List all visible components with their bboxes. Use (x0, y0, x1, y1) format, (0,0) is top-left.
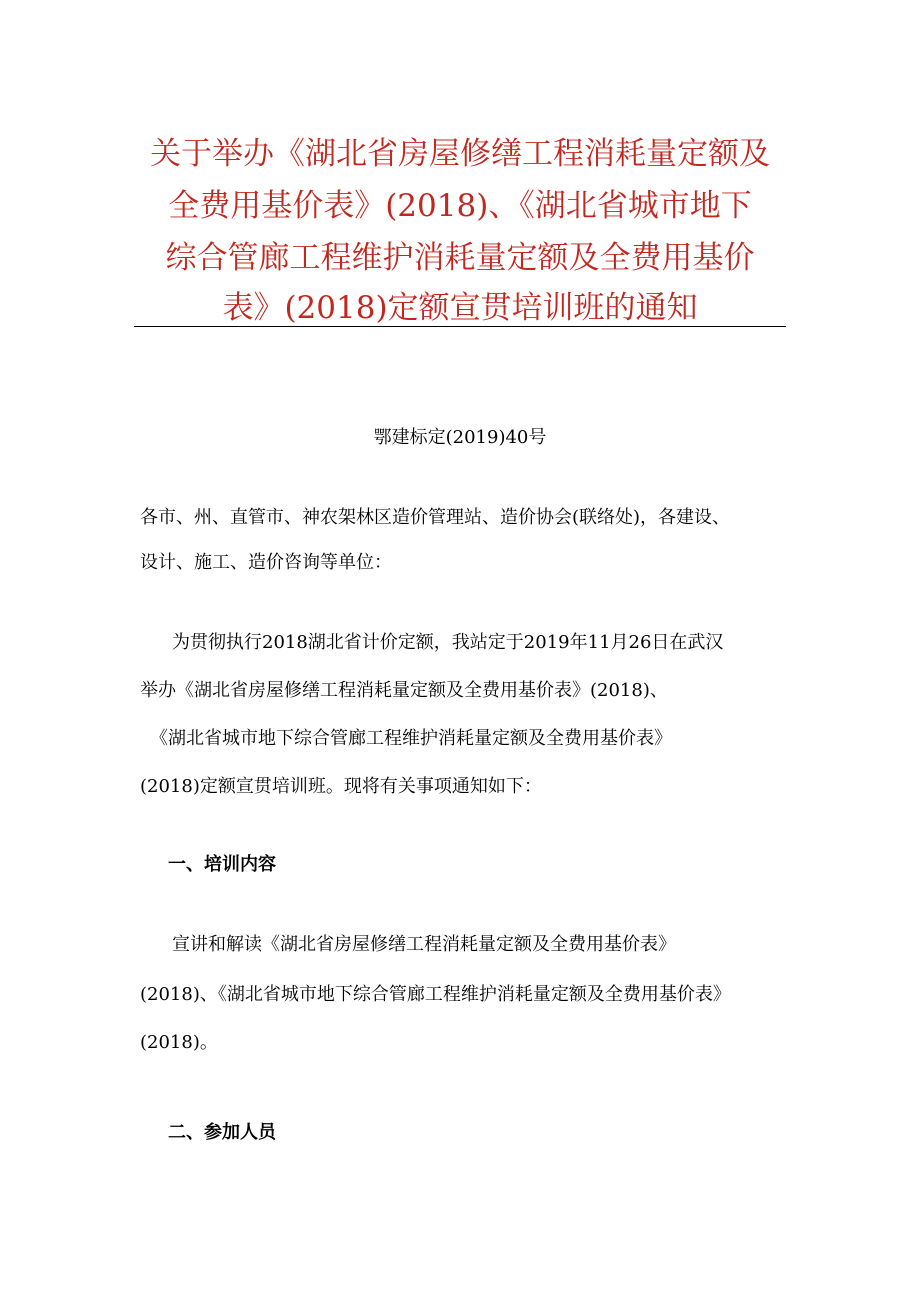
title-line-1: 关于举办《湖北省房屋修缮工程消耗量定额及 (150, 136, 770, 172)
intro-line-2: 举办《湖北省房屋修缮工程消耗量定额及全费用基价表》(2018)、 (140, 680, 668, 701)
section-heading-participants: 二、参加人员 (168, 1122, 276, 1143)
section1-line-2: (2018)、《湖北省城市地下综合管廊工程维护消耗量定额及全费用基价表》 (140, 984, 731, 1005)
title-line-3: 综合管廊工程维护消耗量定额及全费用基价 (165, 240, 755, 276)
title-divider (134, 326, 786, 327)
section1-line-3: (2018)。 (140, 1032, 218, 1053)
addressee-line-2: 设计、施工、造价咨询等单位： (140, 552, 392, 573)
title-line-2: 全费用基价表》(2018)、《湖北省城市地下 (168, 188, 752, 224)
section1-line-1: 宣讲和解读《湖北省房屋修缮工程消耗量定额及全费用基价表》 (172, 934, 676, 955)
section-heading-training-content: 一、培训内容 (168, 854, 276, 875)
intro-line-1: 为贯彻执行2018湖北省计价定额，我站定于2019年11月26日在武汉 (172, 632, 724, 653)
addressee-line-1: 各市、州、直管市、神农架林区造价管理站、造价协会(联络处)，各建设、 (140, 507, 731, 528)
intro-line-3: 《湖北省城市地下综合管廊工程维护消耗量定额及全费用基价表》 (150, 728, 672, 749)
title-line-4: 表》(2018)定额宣贯培训班的通知 (222, 290, 698, 326)
intro-line-4: (2018)定额宣贯培训班。现将有关事项通知如下： (140, 776, 542, 797)
document-number: 鄂建标定(2019)40号 (373, 427, 547, 448)
